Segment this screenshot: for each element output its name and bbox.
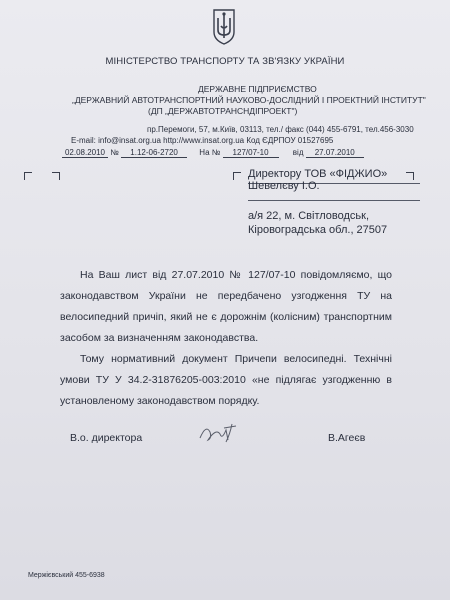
letter-body: [60, 265, 392, 412]
corner-mark: [406, 172, 414, 180]
signatory-position: В.о. директора: [70, 432, 143, 444]
body-paragraph: На Ваш лист від 27.07.2010 № 127/07-10 повідомляємо, що законодавством України не передбачено узгодження ТУ на велосипедний причіп, який не є дорожнім (колісним) транспортним засобом за визначенням законодавства.: [60, 269, 392, 344]
corner-mark: [24, 172, 32, 180]
email-web-code: E-mail: info@insat.org.ua http://www.insat.org.ua Код ЄДРПОУ 01527695: [71, 136, 334, 145]
incoming-date: 27.07.2010: [306, 148, 364, 158]
trident-emblem-icon: [212, 8, 236, 46]
number-label: №: [110, 148, 119, 157]
addressee-name: Шевелєву І.О.: [248, 180, 320, 192]
addressee-title: Директору ТОВ «ФІДЖИО»: [248, 168, 388, 180]
addressee-region: Кіровоградська обл., 27507: [248, 224, 388, 236]
addressee-rule: [248, 200, 420, 201]
in-reply-label: На №: [199, 148, 221, 157]
incoming-number: 127/07-10: [223, 148, 279, 158]
postal-address: пр.Перемоги, 57, м.Київ, 03113, тел./ факс (044) 455-6791, тел.456-3030: [147, 125, 414, 134]
body-paragraph: Тому нормативний документ Причепи велосипедні. Технічні умови ТУ У 34.2-31876205-003:2010 «не підлягає узгодженню в установленому законодавством порядку.: [60, 353, 392, 407]
outgoing-number: 1.12-06-2720: [121, 148, 187, 158]
enterprise-short-name: (ДП „ДЕРЖАВТОТРАНСНДІПРОЕКТ"): [148, 106, 298, 116]
corner-mark: [52, 172, 60, 180]
handwritten-signature-icon: [196, 420, 244, 446]
reference-line: [62, 148, 364, 158]
outgoing-date: 02.08.2010: [62, 148, 108, 158]
corner-mark: [233, 172, 241, 180]
addressee-address: а/я 22, м. Світловодськ,: [248, 210, 370, 222]
enterprise-type: ДЕРЖАВНЕ ПІДПРИЄМСТВО: [198, 84, 317, 94]
from-label: від: [292, 148, 304, 157]
executor-note: Мержієвський 455-6938: [28, 572, 105, 579]
ministry-name: МІНІСТЕРСТВО ТРАНСПОРТУ ТА ЗВ'ЯЗКУ УКРАЇНИ: [105, 56, 345, 67]
enterprise-full-name: „ДЕРЖАВНИЙ АВТОТРАНСПОРТНИЙ НАУКОВО-ДОСЛІДНИЙ І ПРОЕКТНИЙ ІНСТИТУТ": [72, 95, 426, 105]
signatory-name: В.Агеєв: [328, 432, 366, 444]
